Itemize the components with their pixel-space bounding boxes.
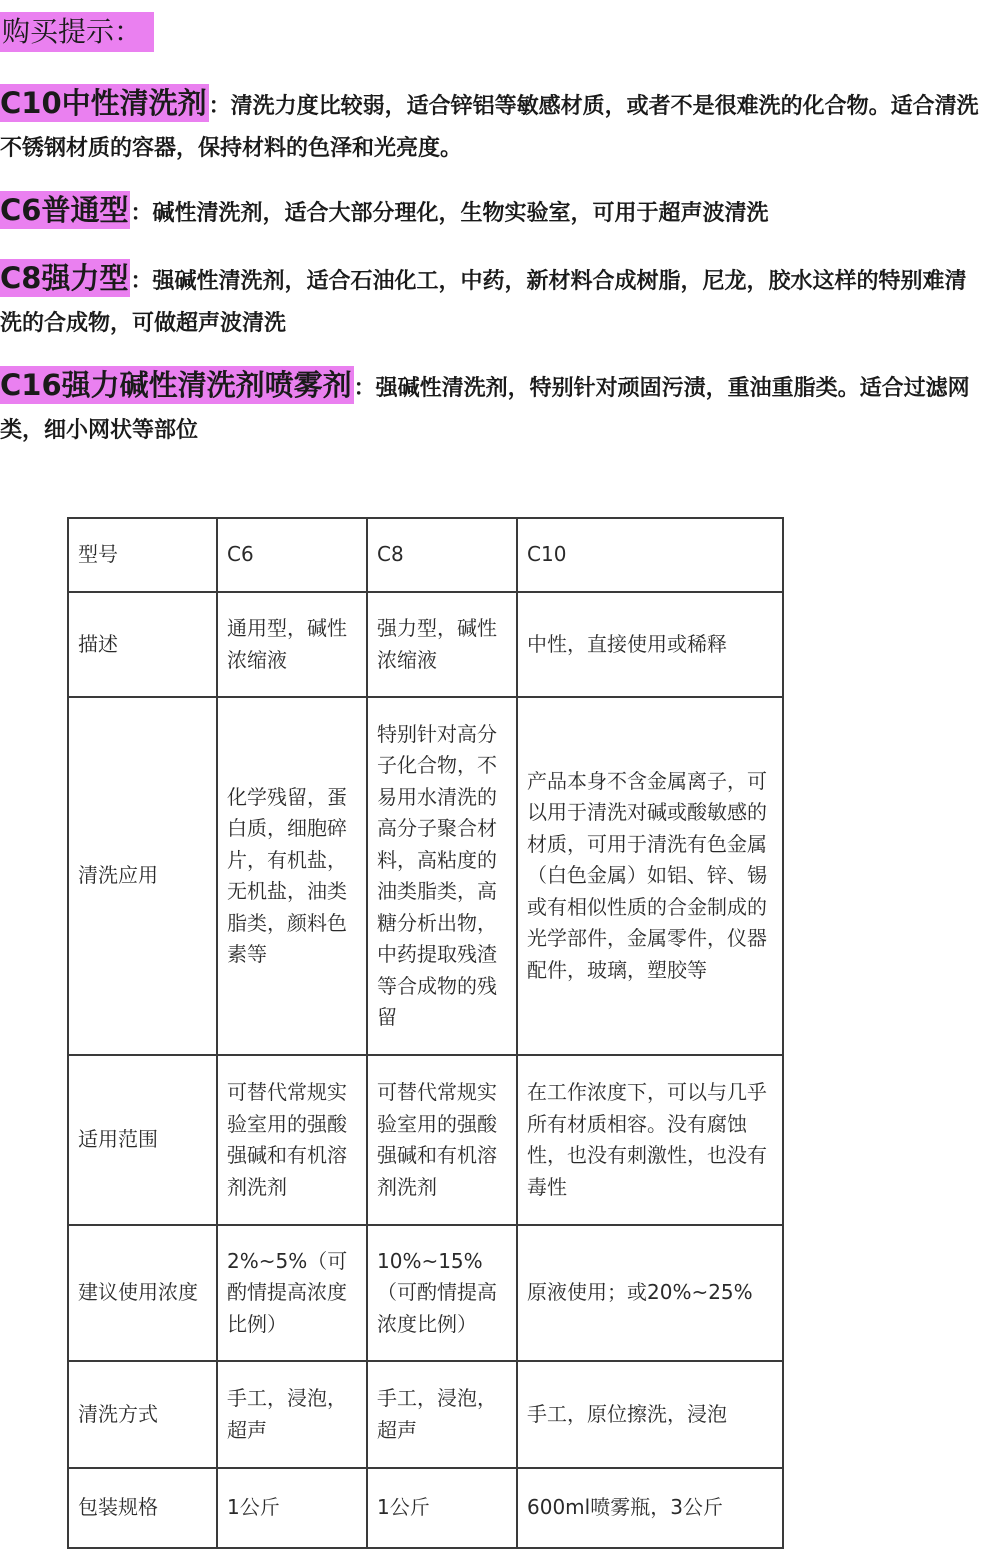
tip-colon: ：	[353, 376, 376, 401]
row-label: 建议使用浓度	[68, 1225, 217, 1361]
table-cell: 手工，原位擦洗，浸泡	[517, 1361, 783, 1468]
table-cell: 通用型，碱性浓缩液	[217, 592, 367, 697]
table-header-row	[68, 518, 783, 592]
product-comparison-table	[67, 517, 784, 1549]
tip-colon: ：	[208, 94, 231, 119]
table-row	[68, 1225, 783, 1361]
row-label: 适用范围	[68, 1055, 217, 1225]
table-cell: 中性，直接使用或稀释	[517, 592, 783, 697]
table-cell: 10%~15%（可酌情提高浓度比例）	[367, 1225, 517, 1361]
tip-colon: ：	[130, 201, 153, 226]
tip-c16	[0, 364, 985, 452]
table-cell: 1公斤	[367, 1468, 517, 1548]
tip-product-name: C16强力碱性清洗剂喷雾剂	[0, 368, 352, 402]
tip-text: 碱性清洗剂，适合大部分理化，生物实验室，可用于超声波清洗	[152, 201, 769, 226]
tip-text: 强碱性清洗剂，适合石油化工，中药，新材料合成树脂，尼龙，胶水这样的特别难清洗的合成物，可做超声波清洗	[0, 269, 967, 336]
table-cell: 手工，浸泡，超声	[217, 1361, 367, 1468]
table-cell: C8	[367, 518, 517, 592]
table-row	[68, 1468, 783, 1548]
table-cell: 在工作浓度下，可以与几乎所有材质相容。没有腐蚀性，也没有刺激性，也没有毒性	[517, 1055, 783, 1225]
table-cell: 600ml喷雾瓶，3公斤	[517, 1468, 783, 1548]
tip-c10	[0, 82, 985, 170]
table-cell: 2%~5%（可酌情提高浓度比例）	[217, 1225, 367, 1361]
row-label: 清洗方式	[68, 1361, 217, 1468]
table-cell: 可替代常规实验室用的强酸强碱和有机溶剂洗剂	[367, 1055, 517, 1225]
table-cell: 强力型，碱性浓缩液	[367, 592, 517, 697]
tip-colon: ：	[130, 269, 153, 294]
tip-product-name: C8强力型	[0, 261, 129, 295]
table-cell: 化学残留，蛋白质，细胞碎片，有机盐，无机盐，油类脂类，颜料色素等	[217, 697, 367, 1055]
row-label: 清洗应用	[68, 697, 217, 1055]
table-cell: 原液使用；或20%~25%	[517, 1225, 783, 1361]
row-label: 描述	[68, 592, 217, 697]
table-cell: 产品本身不含金属离子，可以用于清洗对碱或酸敏感的材质，可用于清洗有色金属（白色金属）如铝、锌、锡或有相似性质的合金制成的光学部件，金属零件，仪器配件，玻璃，塑胶等	[517, 697, 783, 1055]
table-cell: C6	[217, 518, 367, 592]
table-row	[68, 1055, 783, 1225]
table-cell: 可替代常规实验室用的强酸强碱和有机溶剂洗剂	[217, 1055, 367, 1225]
tips-title: 购买提示：	[0, 12, 154, 52]
tip-product-name: C10中性清洗剂	[0, 86, 207, 120]
tip-c8	[0, 257, 985, 345]
table-row	[68, 697, 783, 1055]
table-cell: 1公斤	[217, 1468, 367, 1548]
tip-product-name: C6普通型	[0, 193, 129, 227]
table-cell: 特别针对高分子化合物，不易用水清洗的高分子聚合材料，高粘度的油类脂类，高糖分析出物，中药提取残渣等合成物的残留	[367, 697, 517, 1055]
table-row	[68, 1361, 783, 1468]
tip-c6	[0, 189, 985, 235]
table-cell: 型号	[68, 518, 217, 592]
table-cell: 手工，浸泡，超声	[367, 1361, 517, 1468]
table-row	[68, 592, 783, 697]
table-cell: C10	[517, 518, 783, 592]
tip-text: 清洗力度比较弱，适合锌铝等敏感材质，或者不是很难洗的化合物。适合清洗不锈钢材质的容器，保持材料的色泽和光亮度。	[0, 94, 979, 161]
row-label: 包装规格	[68, 1468, 217, 1548]
tip-text: 强碱性清洗剂，特别针对顽固污渍，重油重脂类。适合过滤网类，细小网状等部位	[0, 376, 970, 443]
